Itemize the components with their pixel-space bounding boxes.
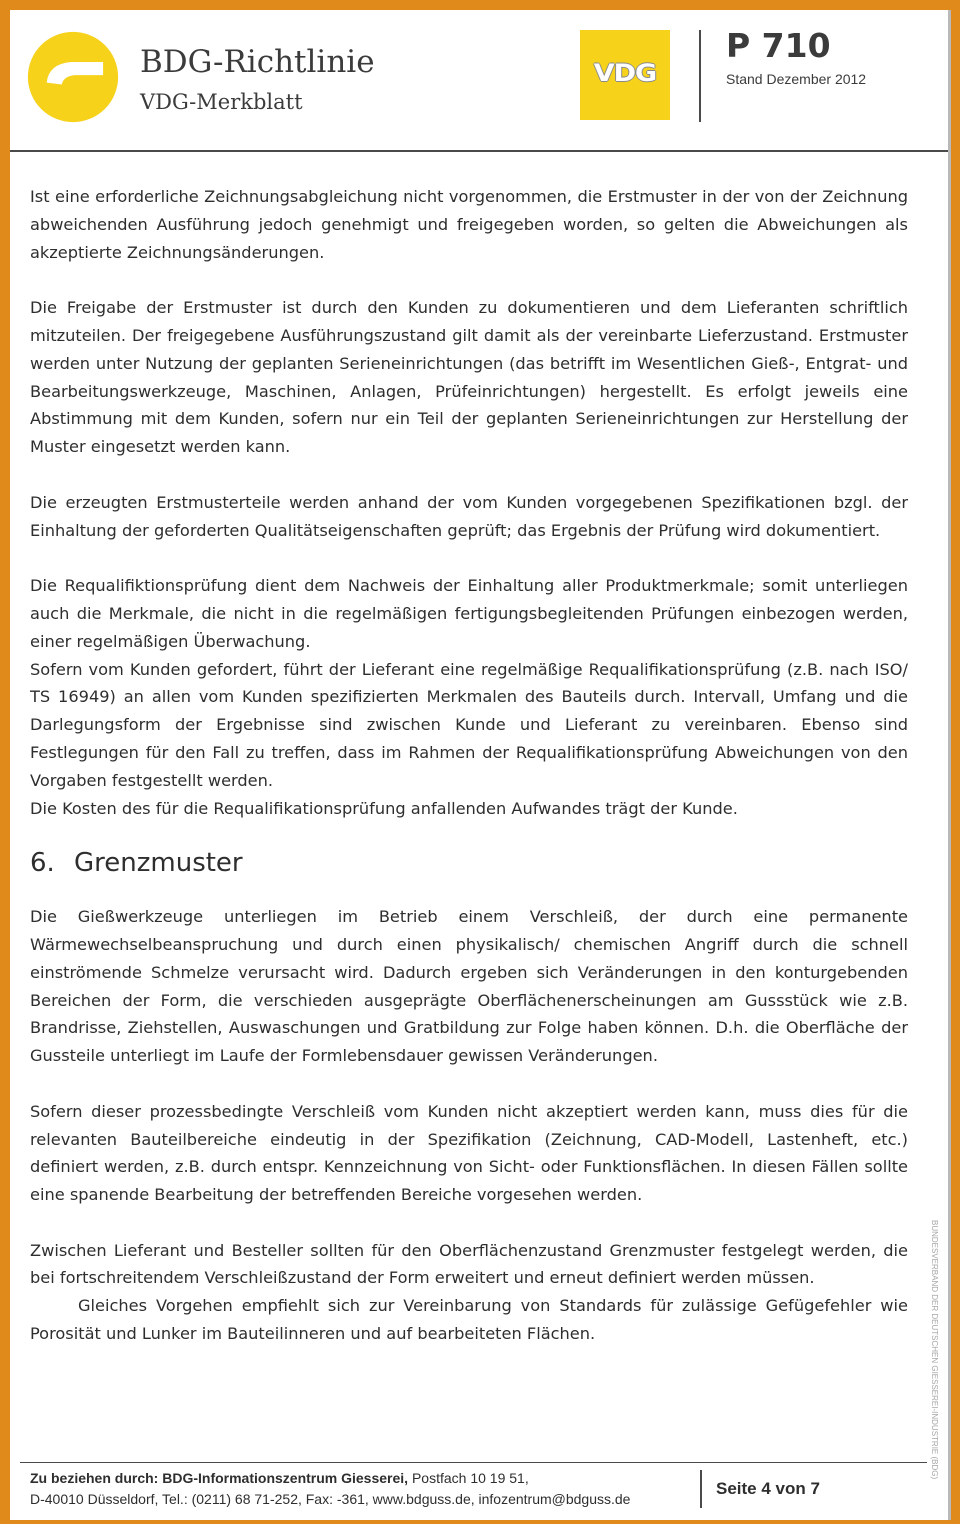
footer-line-2: D-40010 Düsseldorf, Tel.: (0211) 68 71-252, Fax: -361, www.bdguss.de, infozentrum@bdguss.de [30,1491,631,1507]
footer-contact [30,1468,630,1510]
paragraph-requalification-procedure: Sofern vom Kunden gefordert, führt der Lieferant eine regelmäßige Requalifikationsprüfung (z.B. nach ISO/ TS 16949) an allen vom Kunden spezifizierten Merkmalen des Bauteils durch. Intervall, Umfang und die Darlegungsform der Ergebnisse sind zwischen Kunde und Lieferant zu vereinbaren. Ebenso sind Festlegungen für den Fall zu treffen, dass im Rahmen der Requalifikationsprüfung Abweichungen von den Vorgaben festgestellt werden. [30,659,908,790]
paragraph-drawing-deviation: Ist eine erforderliche Zeichnungsabgleichung nicht vorgenommen, die Erstmuster in der von der Zeichnung abweichenden Ausführung jedoch genehmigt und freigegeben worden, so gelten die Abweichungen als akzeptierte Zeichnungsänderungen. [30,187,908,262]
side-copyright: BUNDESVERBAND DER DEUTSCHEN GIESSEREI-INDUSTRIE (BDG) [930,1220,939,1480]
vdg-logo-text: VDG [593,59,657,88]
page-number: Seite 4 von 7 [716,1479,820,1498]
footer-divider [700,1470,702,1508]
document-date: Stand Dezember 2012 [726,71,867,87]
section-number: 6. [30,848,55,879]
paragraph-requalification-purpose: Die Requalifiktionsprüfung dient dem Nachweis der Einhaltung aller Produktmerkmale; somit unterliegen auch die Merkmale, die nicht in die regelmäßigen fertigungsbegleitenden Prüfungen einbezogen werden, einer regelmäßigen Überwachung. [30,576,908,651]
paragraph-approval: Die Freigabe der Erstmuster ist durch den Kunden zu dokumentieren und dem Lieferanten schriftlich mitzuteilen. Der freigegebene Ausführungszustand gilt damit als der vereinbarte Lieferzustand. Erstmuster werden unter Nutzung der geplanten Serieneinrichtungen (das betrifft im Wesentlichen Gieß-, Entgrat- und Bearbeitungswerkzeuge, Maschinen, Anlagen, Prüfeinrichtungen) hergestellt. Es erfolgt jeweils eine Abstimmung mit dem Kunden, sofern nur ein Teil der geplanten Serieneinrichtungen zur Herstellung der Muster eingesetzt werden kann. [30,298,908,457]
footer-line-1 [30,1468,630,1489]
footer-source-label: Zu beziehen durch: BDG-Informationszentrum Giesserei, [30,1470,409,1486]
section-heading [30,850,908,878]
document-page [10,10,951,1520]
paragraph-structural-defects: Gleiches Vorgehen empfiehlt sich zur Vereinbarung von Standards für zulässige Gefügefehler wie Porosität und Lunker im Bauteilinneren und auf bearbeiteten Flächen. [30,1296,908,1344]
document-number: P 710 [726,26,831,65]
footer-postbox: Postfach 10 19 51, [408,1470,529,1486]
body-content [30,183,908,1348]
bdg-logo-icon [26,30,120,124]
paragraph-tool-wear: Die Gießwerkzeuge unterliegen im Betrieb einem Verschleiß, der durch eine permanente Wärmewechselbeanspruchung und durch einen physikalisch/ chemischen Angriff durch die schnell einströmende Schmelze verursacht wird. Dadurch ergeben sich Veränderungen in den konturgebenden Bereichen der Form, die verschieden ausgeprägte Oberflächenerscheinungen am Gussstück wie z.B. Brandrisse, Ziehstellen, Auswaschungen und Gratbildung zur Folge haben können. D.h. die Oberfläche der Gussteile unterliegt im Laufe der Formlebensdauer gewissen Veränderungen. [30,907,908,1066]
guideline-title: BDG-Richtlinie [140,44,375,80]
header-divider [699,30,701,122]
paragraph-specification: Sofern dieser prozessbedingte Verschleiß vom Kunden nicht akzeptiert werden kann, muss dies für die relevanten Bauteilbereiche eindeutig in der Spezifikation (Zeichnung, CAD-Modell, Lastenheft, etc.) definiert werden, z.B. durch entspr. Kennzeichnung von Sicht- oder Funktionsflächen. In diesen Fällen sollte eine spanende Bearbeitung der betreffenden Bereiche vorgesehen werden. [30,1101,908,1205]
page-header [10,10,948,152]
footer-rule [20,1462,927,1463]
guideline-subtitle: VDG-Merkblatt [140,90,303,114]
vdg-logo [580,30,670,120]
paragraph-limit-samples: Zwischen Lieferant und Besteller sollten für den Oberflächenzustand Grenzmuster festgelegt werden, die bei fortschreitendem Verschleißzustand der Form erweitert und erneut definiert werden müssen. [30,1240,908,1288]
paragraph-initial-sample-testing: Die erzeugten Erstmusterteile werden anhand der vom Kunden vorgegebenen Spezifikationen bzgl. der Einhaltung der geforderten Qualitätseigenschaften geprüft; das Ergebnis der Prüfung wird dokumentiert. [30,492,908,540]
section-title: Grenzmuster [74,848,243,879]
paragraph-requalification-costs: Die Kosten des für die Requalifikationsprüfung anfallenden Aufwandes trägt der Kunde. [30,798,738,818]
